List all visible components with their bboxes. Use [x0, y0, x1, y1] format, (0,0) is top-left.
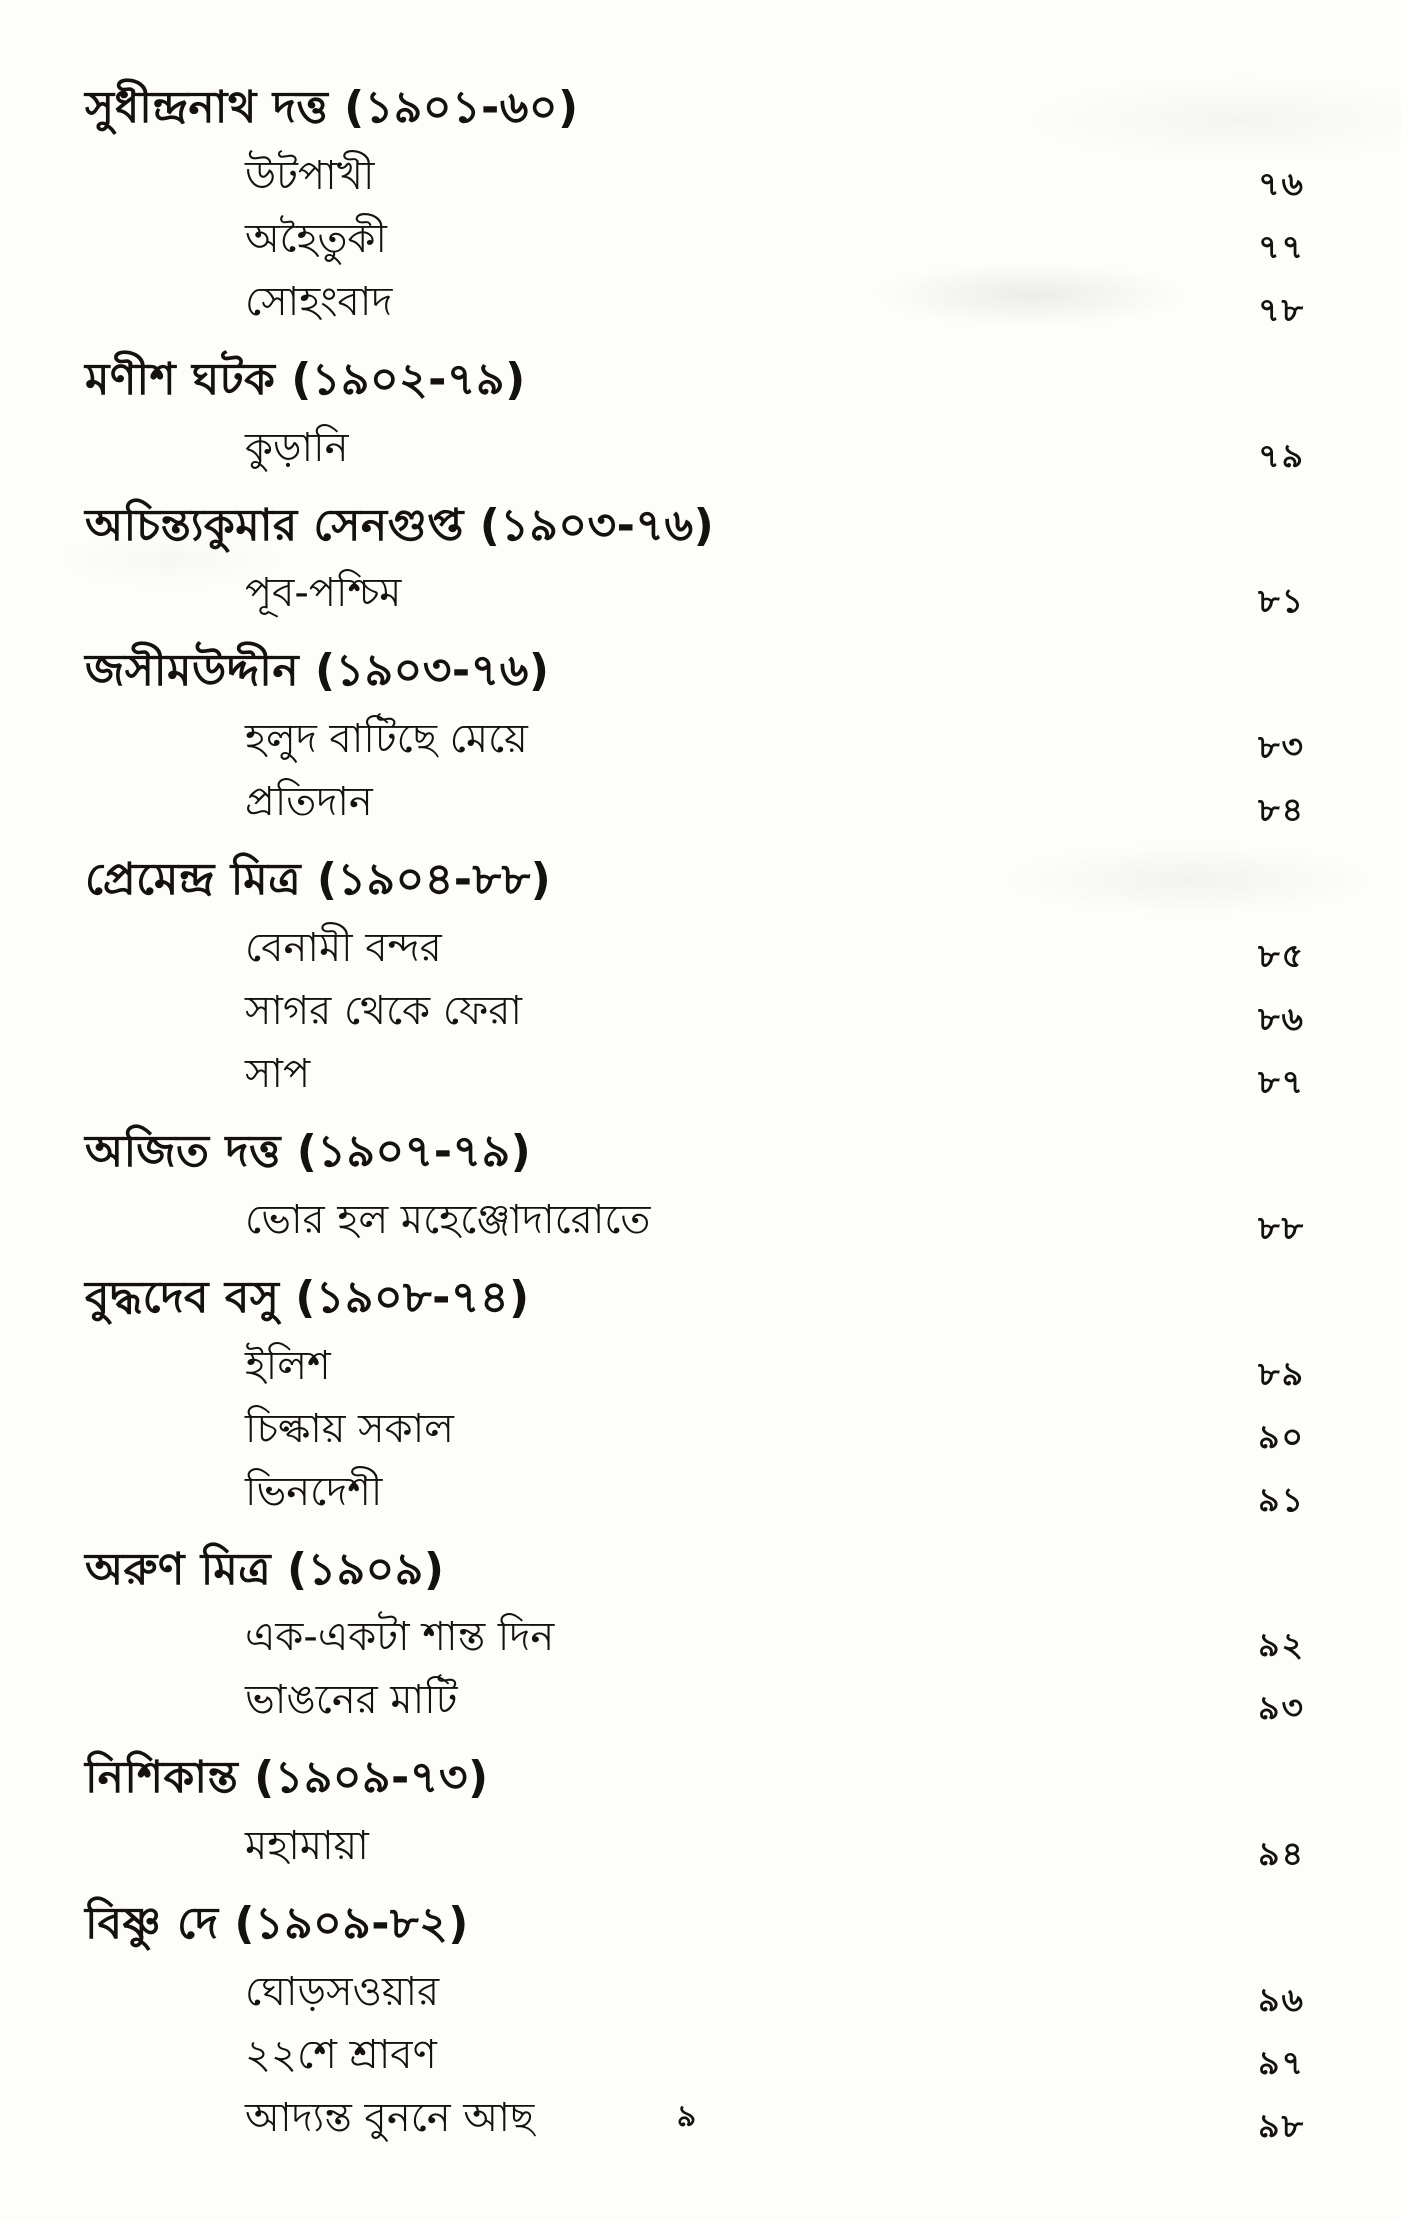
- toc-section: [85, 645, 1305, 830]
- toc-entry-row: [85, 1968, 1305, 2019]
- poem-title: হলুদ বাটিছে মেয়ে: [245, 716, 528, 763]
- author-life-years: (১৯০৯-৮২): [218, 1898, 469, 1950]
- page-footer: [0, 2092, 1401, 2143]
- poem-title: সাগর থেকে ফেরা: [245, 987, 522, 1034]
- poem-page-number: ৯২: [1258, 1625, 1305, 1665]
- poem-page-number: ৮৯: [1258, 1353, 1305, 1393]
- poem-page-number: ৯১: [1258, 1479, 1305, 1519]
- poem-page-number: ৯৩: [1258, 1688, 1305, 1728]
- poem-title: সোহংবাদ: [245, 278, 393, 325]
- author-heading: [85, 1272, 1305, 1325]
- toc-entry-row: [85, 1196, 1305, 1247]
- author-heading: [85, 500, 1305, 553]
- poem-page-number: ৮৭: [1258, 1061, 1305, 1101]
- toc-entry-row: [85, 924, 1305, 975]
- poem-page-number: ৮৬: [1258, 998, 1305, 1038]
- poem-page-number: ৮৮: [1258, 1207, 1305, 1247]
- poem-title: চিল্কায় সকাল: [245, 1405, 454, 1452]
- toc-entry-row: [85, 278, 1305, 329]
- folio-page-number: ৯: [676, 2099, 697, 2134]
- toc-entry-row: [85, 215, 1305, 266]
- toc-section: [85, 82, 1305, 329]
- author-life-years: (১৯০২-৭৯): [275, 353, 526, 405]
- author-name: জসীমউদ্দীন: [85, 645, 300, 697]
- poem-page-number: ৭৯: [1258, 435, 1305, 475]
- author-name: বুদ্ধদেব বসু: [85, 1271, 280, 1323]
- poem-page-number: ৯৪: [1258, 1834, 1305, 1874]
- toc-entry-row: [85, 570, 1305, 621]
- toc-entry-row: [85, 1677, 1305, 1728]
- author-heading: [85, 645, 1305, 698]
- poem-title: সাপ: [245, 1050, 311, 1097]
- author-name: মণীশ ঘটক: [85, 353, 276, 405]
- poem-title: ভাঙনের মাটি: [245, 1677, 458, 1724]
- poem-title: পূব-পশ্চিম: [245, 570, 402, 617]
- toc-section: [85, 1125, 1305, 1247]
- poem-title: প্রতিদান: [245, 779, 373, 826]
- poem-title: মহামায়া: [245, 1823, 369, 1870]
- author-heading: [85, 1126, 1305, 1179]
- toc-entry-row: [85, 987, 1305, 1038]
- poem-page-number: ৮৫: [1258, 935, 1305, 975]
- toc-entry-row: [85, 1468, 1305, 1519]
- author-life-years: (১৯০১-৬০): [328, 82, 579, 133]
- author-name: বিষ্ণু দে: [85, 1898, 219, 1950]
- poem-title: ভিনদেশী: [245, 1468, 383, 1515]
- author-life-years: (১৯০৯): [271, 1543, 445, 1595]
- author-life-years: (১৯০৪-৮৮): [301, 854, 552, 906]
- toc-entry-row: [85, 779, 1305, 830]
- author-heading: [85, 854, 1305, 907]
- poem-title: অহৈতুকী: [245, 215, 387, 262]
- toc-entry-row: [85, 424, 1305, 475]
- toc-section: [85, 1271, 1305, 1519]
- poem-title: ঘোড়সওয়ার: [245, 1968, 440, 2015]
- poem-page-number: ৯৮: [1258, 2105, 1305, 2145]
- author-name: প্রেমেন্দ্র মিত্র: [85, 854, 302, 906]
- author-name: অজিত দত্ত: [85, 1125, 281, 1177]
- author-name: সুধীন্দ্রনাথ দত্ত: [85, 82, 329, 133]
- author-life-years: (১৯০৩-৭৬): [463, 499, 715, 551]
- poem-page-number: ৯৭: [1258, 2042, 1305, 2082]
- toc-section: [85, 353, 1305, 475]
- poem-title: ভোর হল মহেঞ্জোদারোতে: [245, 1196, 651, 1243]
- poem-title: ২২শে শ্রাবণ: [245, 2031, 437, 2078]
- toc-section: [85, 854, 1305, 1101]
- table-of-contents: [0, 82, 1401, 2145]
- poem-page-number: ৮৪: [1258, 790, 1305, 830]
- toc-entry-row: [85, 1405, 1305, 1456]
- poem-title: উটপাখী: [245, 152, 375, 199]
- toc-entry-row: [85, 1823, 1305, 1874]
- author-heading: [85, 82, 1305, 135]
- toc-entry-row: [85, 716, 1305, 767]
- author-name: নিশিকান্ত: [85, 1752, 239, 1804]
- author-life-years: (১৯০৭-৭৯): [280, 1125, 532, 1177]
- poem-title: বেনামী বন্দর: [245, 924, 442, 971]
- toc-section: [85, 1543, 1305, 1728]
- poem-title: কুড়ানি: [245, 424, 349, 471]
- toc-entry-row: [85, 1050, 1305, 1101]
- poem-page-number: ৮১: [1258, 581, 1305, 621]
- author-life-years: (১৯০৮-৭৪): [279, 1271, 530, 1323]
- author-heading: [85, 1752, 1305, 1805]
- author-heading: [85, 354, 1305, 407]
- toc-entry-row: [85, 152, 1305, 203]
- poem-page-number: ৭৮: [1258, 289, 1305, 329]
- poem-page-number: ৯৬: [1258, 1979, 1305, 2019]
- poem-title: আদ্যন্ত বুননে আছ: [245, 2094, 535, 2141]
- poem-page-number: ৮৩: [1258, 727, 1305, 767]
- poem-page-number: ৯০: [1258, 1416, 1305, 1456]
- toc-entry-row: [85, 1342, 1305, 1393]
- author-heading: [85, 1544, 1305, 1597]
- poem-page-number: ৭৬: [1258, 163, 1305, 203]
- author-life-years: (১৯০৩-৭৬): [299, 645, 550, 697]
- poem-title: ইলিশ: [245, 1342, 331, 1389]
- author-heading: [85, 1898, 1305, 1951]
- toc-section: [85, 1752, 1305, 1874]
- author-name: অরুণ মিত্র: [85, 1543, 272, 1595]
- author-name: অচিন্ত্যকুমার সেনগুপ্ত: [85, 499, 464, 551]
- author-life-years: (১৯০৯-৭৩): [238, 1752, 489, 1804]
- toc-entry-row: [85, 2031, 1305, 2082]
- poem-page-number: ৭৭: [1258, 226, 1305, 266]
- toc-section: [85, 499, 1305, 621]
- poem-title: এক-একটা শান্ত দিন: [245, 1614, 555, 1661]
- toc-entry-row: [85, 1614, 1305, 1665]
